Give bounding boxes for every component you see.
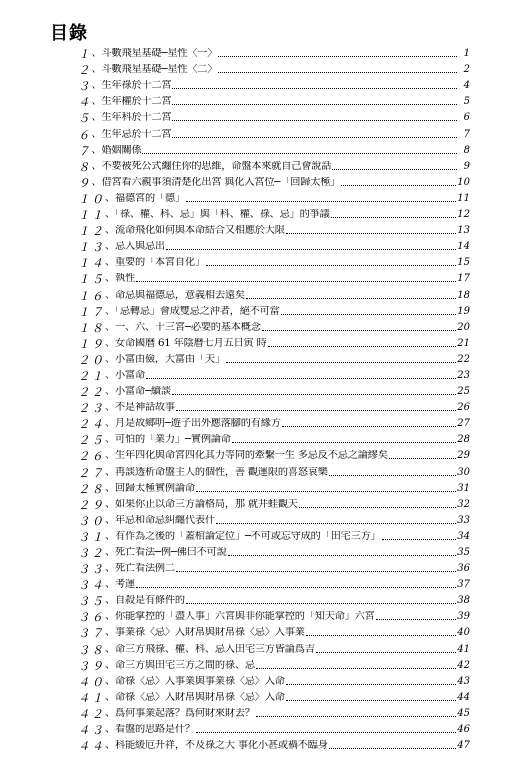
toc-entry-number: ２１	[78, 368, 105, 383]
toc-entry[interactable]	[78, 446, 470, 462]
toc-dot-leader	[172, 104, 457, 105]
toc-entry-title: 、科能緩厄升祥，不及祿之大 事化小甚或禍不臨身	[105, 740, 328, 752]
toc-entry[interactable]	[78, 108, 470, 124]
toc-entry-page: 45	[457, 707, 470, 719]
toc-entry[interactable]	[78, 302, 470, 318]
toc-entry-number: ６	[78, 127, 92, 142]
toc-entry-number: ７	[78, 143, 92, 158]
toc-entry-number: １１	[78, 208, 105, 223]
toc-entry-number: １０	[78, 191, 105, 206]
toc-entry[interactable]	[78, 173, 470, 189]
toc-entry-page: 10	[457, 176, 470, 188]
toc-entry-page: 26	[457, 402, 470, 414]
toc-entry-title: 、年忌和命忌糾纏代表什	[105, 514, 215, 526]
toc-dot-leader	[376, 619, 457, 620]
toc-entry[interactable]	[78, 76, 470, 92]
toc-dot-leader	[186, 603, 456, 604]
toc-entry-title: 、可怕的「業力」─實例論命	[105, 434, 231, 446]
toc-entry-title: 、小富命	[105, 369, 145, 381]
toc-entry-page: 38	[457, 595, 470, 607]
toc-entry-number: ３２	[78, 546, 105, 560]
toc-entry-page: 6	[463, 112, 470, 124]
toc-dot-leader	[246, 298, 456, 299]
toc-entry[interactable]	[78, 414, 470, 430]
toc-entry-page: 13	[457, 225, 470, 237]
toc-entry-number: ２２	[78, 385, 105, 400]
toc-dot-leader	[218, 56, 457, 57]
toc-entry[interactable]	[78, 656, 470, 672]
toc-entry[interactable]	[78, 479, 470, 495]
toc-entry-number: ３６	[78, 610, 105, 625]
toc-entry-page: 11	[457, 192, 470, 204]
toc-entry-page: 37	[457, 579, 470, 591]
toc-entry-number: １４	[78, 256, 105, 271]
toc-entry[interactable]	[78, 672, 470, 688]
toc-dot-leader	[206, 265, 456, 266]
toc-entry[interactable]	[78, 253, 470, 269]
toc-entry-page: 15	[457, 257, 470, 269]
toc-entry-page: 18	[457, 289, 470, 301]
toc-entry[interactable]	[78, 350, 470, 366]
toc-entry-page: 31	[457, 482, 470, 494]
toc-entry[interactable]	[78, 398, 470, 414]
toc-entry-title: 、生年忌於十二宮	[91, 128, 172, 140]
toc-entry-title: 、命三方與田宅三方之間的祿、忌	[105, 659, 255, 671]
toc-entry-page: 39	[457, 611, 470, 623]
toc-entry-number: １５	[78, 272, 105, 287]
toc-dot-leader	[136, 587, 456, 588]
toc-entry-page: 17	[457, 273, 470, 285]
toc-entry-number: ５	[78, 111, 92, 126]
toc-entry[interactable]	[78, 382, 470, 398]
toc-dot-leader	[389, 458, 457, 459]
toc-entry-page: 1	[463, 48, 470, 60]
toc-entry[interactable]	[78, 736, 470, 752]
toc-entry-title: 、生年權於十二宮	[91, 96, 172, 108]
toc-entry-number: ３３	[78, 562, 105, 577]
toc-entry[interactable]	[78, 591, 470, 607]
toc-entry-page: 23	[457, 369, 470, 381]
toc-entry-page: 30	[457, 466, 470, 478]
toc-entry[interactable]	[78, 92, 470, 108]
toc-dot-leader	[136, 281, 456, 282]
toc-dot-leader	[166, 249, 456, 250]
toc-dot-leader	[172, 120, 457, 121]
toc-entry-number: ４２	[78, 706, 105, 721]
toc-dot-leader	[226, 362, 456, 363]
toc-entry-title: 、小富命─續談	[105, 386, 171, 398]
toc-entry[interactable]	[78, 623, 470, 639]
toc-entry[interactable]	[78, 720, 470, 736]
toc-dot-leader	[176, 571, 456, 572]
toc-entry-number: ２９	[78, 497, 105, 512]
toc-entry-number: ３	[78, 79, 92, 94]
page-title: 目錄	[50, 23, 88, 44]
toc-dot-leader	[172, 394, 456, 395]
toc-entry-title: 、命三方飛祿、權、科、忌入田宅三方皆論爲吉	[105, 643, 315, 655]
toc-dot-leader	[176, 410, 456, 411]
toc-entry-number: ９	[78, 175, 92, 190]
toc-entry-title: 、如果你止以命三方論格局，那 就井蛙觀天	[105, 498, 298, 510]
toc-entry[interactable]	[78, 285, 470, 301]
toc-entry-number: １３	[78, 240, 105, 255]
toc-entry[interactable]	[78, 269, 470, 285]
toc-entry[interactable]	[78, 688, 470, 704]
toc-dot-leader	[331, 217, 457, 218]
toc-entry-number: １７	[78, 304, 105, 319]
toc-entry-number: ３０	[78, 513, 105, 528]
toc-entry-page: 28	[457, 434, 470, 446]
toc-entry-title: 、生年科於十二宮	[91, 112, 172, 124]
toc-entry-number: ２４	[78, 417, 105, 432]
toc-entry-title: 、「祿、權、科、忌」與「科、權、祿、忌」的爭議	[105, 209, 330, 221]
toc-dot-leader	[299, 507, 456, 508]
toc-entry-number: １	[78, 47, 92, 62]
toc-dot-leader	[316, 652, 457, 653]
toc-dot-leader	[382, 539, 457, 540]
toc-entry[interactable]	[78, 495, 470, 511]
toc-dot-leader	[196, 732, 456, 733]
toc-dot-leader	[146, 378, 456, 379]
toc-entry-page: 21	[457, 337, 470, 349]
toc-entry-number: ２７	[78, 465, 105, 480]
toc-entry-title: 、生年祿於十二宮	[91, 80, 172, 92]
toc-entry-page: 34	[457, 530, 470, 542]
toc-entry-title: 、女命國曆 61 年陰曆七月五日寅 時	[105, 337, 267, 349]
toc-entry-page: 46	[457, 724, 470, 736]
toc-entry-number: ３７	[78, 626, 105, 641]
toc-entry-page: 19	[457, 305, 470, 317]
toc-dot-leader	[306, 635, 457, 636]
toc-entry[interactable]	[78, 511, 470, 527]
toc-entry-title: 、死亡看法─例─佛曰不可說	[105, 547, 227, 558]
toc-dot-leader	[268, 346, 457, 347]
toc-entry-title: 、命忌與福德忌，意義相去遠矣	[105, 289, 245, 301]
toc-dot-leader	[329, 748, 457, 749]
toc-dot-leader	[286, 684, 456, 685]
toc-dot-leader	[286, 700, 456, 701]
toc-dot-leader	[286, 233, 456, 234]
toc-dot-leader	[341, 185, 456, 186]
toc-entry-page: 35	[457, 547, 470, 558]
toc-entry-title: 、小富由儉，大富由「天」	[105, 353, 225, 365]
toc-entry[interactable]	[78, 607, 470, 623]
toc-dot-leader	[256, 716, 456, 717]
toc-entry-title: 、再談透析命盤主人的個性，善 觀運限的喜怒哀樂	[105, 466, 328, 478]
toc-entry-title: 、爲何事業起落？爲何財來財去？	[105, 707, 255, 719]
toc-entry-number: ４	[78, 95, 92, 110]
toc-dot-leader	[216, 523, 456, 524]
toc-entry-page: 5	[463, 96, 470, 108]
toc-entry[interactable]	[78, 543, 470, 559]
toc-entry-page: 40	[457, 627, 470, 639]
toc-entry-title: 、斗數飛星基礎─星性〈二〉	[91, 64, 218, 76]
toc-entry-page: 33	[457, 514, 470, 526]
toc-entry-number: ４３	[78, 723, 105, 738]
toc-entry-page: 4	[463, 80, 470, 92]
toc-entry-number: １９	[78, 336, 105, 351]
toc-entry-title: 、月是故鄉明─遊子出外應落腳的有緣方	[105, 418, 281, 430]
toc-entry-page: 43	[457, 675, 470, 687]
toc-entry-title: 、考運	[105, 579, 135, 591]
toc-entry[interactable]	[78, 559, 470, 575]
toc-entry-page: 8	[463, 144, 470, 156]
toc-dot-leader	[281, 314, 457, 315]
toc-entry-title: 、借宮看六親事須清楚化出宮 與化入宮位─「回歸太極」	[91, 176, 341, 188]
toc-entry-number: ３８	[78, 642, 105, 657]
toc-entry-page: 27	[457, 418, 470, 430]
toc-entry-title: 、你能掌控的「盡人事」六宮與非你能掌控的「知天命」六宮	[105, 611, 375, 623]
toc-entry-title: 、命祿〈忌〉入財帛與財帛祿〈忌〉入命	[105, 691, 285, 703]
toc-entry-number: ２５	[78, 433, 105, 448]
toc-list	[78, 44, 470, 752]
toc-entry-title: 、看盤的思路是什？	[105, 724, 195, 736]
toc-dot-leader	[232, 442, 456, 443]
toc-entry-page: 22	[457, 353, 470, 365]
toc-entry-title: 、「忌轉忌」會成雙忌之沖者，絕不可當	[105, 305, 280, 317]
toc-entry-number: ３４	[78, 578, 105, 593]
toc-dot-leader	[186, 201, 456, 202]
toc-entry-page: 47	[457, 740, 470, 752]
toc-entry-title: 、福德宮的「德」	[105, 192, 185, 204]
toc-entry[interactable]	[78, 205, 470, 221]
toc-entry-title: 、自殺是有條件的	[105, 595, 185, 607]
toc-entry[interactable]	[78, 157, 470, 173]
toc-entry[interactable]	[78, 237, 470, 253]
toc-entry[interactable]	[78, 189, 470, 205]
toc-entry-title: 、有作為之後的「蓋棺論定位」─不可或忘守成的「田宅三方」	[105, 530, 381, 542]
toc-entry-title: 、斗數飛星基礎─星性〈一〉	[91, 48, 218, 60]
toc-entry-title: 、回歸太極實例論命	[105, 482, 195, 494]
toc-entry-page: 9	[463, 160, 470, 172]
toc-entry-page: 7	[463, 128, 470, 140]
toc-entry-title: 、一、六、十三宮─必要的基本概念	[105, 321, 261, 333]
toc-dot-leader	[172, 137, 457, 138]
toc-dot-leader	[172, 88, 457, 89]
toc-entry[interactable]	[78, 366, 470, 382]
toc-entry-number: ４１	[78, 690, 105, 705]
toc-entry-page: 25	[457, 386, 470, 398]
toc-entry[interactable]	[78, 124, 470, 140]
toc-entry-number: １６	[78, 288, 105, 303]
toc-dot-leader	[218, 72, 457, 73]
toc-entry-page: 2	[463, 64, 470, 76]
toc-entry[interactable]	[78, 334, 470, 350]
toc-entry-title: 、流命飛化如何與本命結合又相應於大限	[105, 225, 285, 237]
toc-entry[interactable]	[78, 639, 470, 655]
toc-entry-number: ８	[78, 159, 92, 174]
toc-entry-number: ４４	[78, 739, 105, 754]
toc-entry-number: ２６	[78, 449, 105, 464]
toc-dot-leader	[142, 153, 457, 154]
toc-entry-title: 、忌入與忌出	[105, 241, 165, 253]
toc-entry[interactable]	[78, 318, 470, 334]
toc-entry[interactable]	[78, 462, 470, 478]
toc-entry-number: ３５	[78, 594, 105, 609]
toc-entry-number: １２	[78, 224, 105, 239]
toc-entry-title: 、事業祿〈忌〉入財帛與財帛祿〈忌〉入事業	[105, 627, 305, 639]
toc-dot-leader	[282, 426, 457, 427]
toc-entry-page: 12	[457, 209, 470, 221]
toc-dot-leader	[196, 491, 456, 492]
toc-entry[interactable]	[78, 44, 470, 60]
toc-entry-number: ４０	[78, 674, 105, 689]
toc-dot-leader	[329, 475, 457, 476]
toc-entry[interactable]	[78, 430, 470, 446]
toc-entry-page: 42	[457, 659, 470, 671]
toc-entry-page: 29	[457, 450, 470, 462]
toc-entry-title: 、不是神話故事	[105, 402, 175, 414]
toc-entry-title: 、生年四化與命宮四化其力等同的牽繫一生 多忌反不忌之論繆矣	[105, 450, 388, 462]
toc-dot-leader	[262, 330, 457, 331]
toc-entry-number: ３１	[78, 529, 105, 544]
toc-entry-page: 44	[457, 691, 470, 703]
toc-entry-page: 20	[457, 321, 470, 333]
toc-entry-title: 、重要的「本宮自化」	[105, 257, 205, 269]
toc-entry-title: 、婚姻關係	[91, 144, 142, 156]
toc-entry[interactable]	[78, 221, 470, 237]
toc-dot-leader	[228, 555, 457, 556]
toc-entry-number: ２	[78, 63, 92, 78]
toc-entry-page: 41	[457, 643, 470, 655]
toc-entry-page: 14	[457, 241, 470, 253]
toc-dot-leader	[256, 668, 456, 669]
toc-entry[interactable]	[78, 575, 470, 591]
toc-entry-number: ２８	[78, 481, 105, 496]
toc-entry[interactable]	[78, 60, 470, 76]
toc-entry-title: 、死亡看法例二	[105, 563, 175, 575]
toc-entry-number: ２０	[78, 352, 105, 367]
toc-entry[interactable]	[78, 704, 470, 720]
toc-entry-page: 32	[457, 498, 470, 510]
toc-entry[interactable]	[78, 141, 470, 157]
toc-entry-title: 、不要被死公式纏住你的思維，命盤本來就自己會說話	[91, 160, 332, 172]
toc-entry-number: ２３	[78, 401, 105, 416]
toc-entry[interactable]	[78, 527, 470, 543]
toc-dot-leader	[332, 169, 457, 170]
toc-entry-page: 36	[457, 563, 470, 575]
toc-entry-number: ３９	[78, 658, 105, 673]
toc-entry-title: 、命祿〈忌〉入事業與事業祿〈忌〉入命	[105, 675, 285, 687]
toc-entry-title: 、執性	[105, 273, 135, 285]
toc-entry-number: １８	[78, 320, 105, 335]
